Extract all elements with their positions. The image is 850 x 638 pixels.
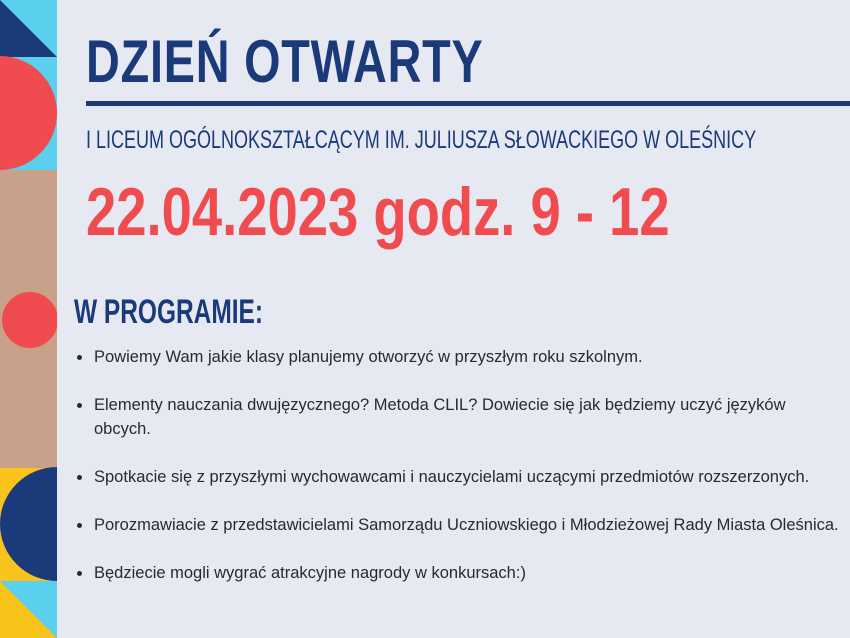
- list-item-text: Porozmawiacie z przedstawicielami Samorządu Uczniowskiego i Młodzieżowej Rady Miasta Oleśnica.: [94, 516, 839, 534]
- event-date-time: 22.04.2023 godz. 9 - 12: [86, 174, 670, 250]
- bullet-icon: [77, 571, 82, 576]
- geometric-pattern: [0, 0, 57, 638]
- program-list: [74, 345, 844, 609]
- decorative-strip: [0, 0, 57, 638]
- bullet-icon: [77, 523, 82, 528]
- page-title: DZIEŃ OTWARTY: [86, 28, 484, 95]
- list-item: [74, 513, 844, 537]
- bullet-icon: [77, 475, 82, 480]
- list-item-text: Elementy nauczania dwujęzycznego? Metoda CLIL? Dowiecie się jak będziemy uczyć języków obcych.: [94, 396, 786, 438]
- list-item-text: Powiemy Wam jakie klasy planujemy otworzyć w przyszłym roku szkolnym.: [94, 348, 643, 366]
- program-heading: W PROGRAMIE:: [74, 293, 264, 331]
- list-item: [74, 465, 844, 489]
- list-item-text: Będziecie mogli wygrać atrakcyjne nagrody w konkursach:): [94, 564, 526, 582]
- school-name: I LICEUM OGÓLNOKSZTAŁCĄCYM IM. JULIUSZA SŁOWACKIEGO W OLEŚNICY: [86, 126, 757, 154]
- red-circle-small: [2, 292, 57, 348]
- title-underline: [86, 101, 850, 106]
- list-item-text: Spotkacie się z przyszłymi wychowawcami i nauczycielami uczącymi przedmiotów rozszerzonych.: [94, 468, 810, 486]
- list-item: [74, 345, 844, 369]
- list-item: [74, 561, 844, 585]
- bullet-icon: [77, 403, 82, 408]
- list-item: [74, 393, 844, 441]
- bullet-icon: [77, 355, 82, 360]
